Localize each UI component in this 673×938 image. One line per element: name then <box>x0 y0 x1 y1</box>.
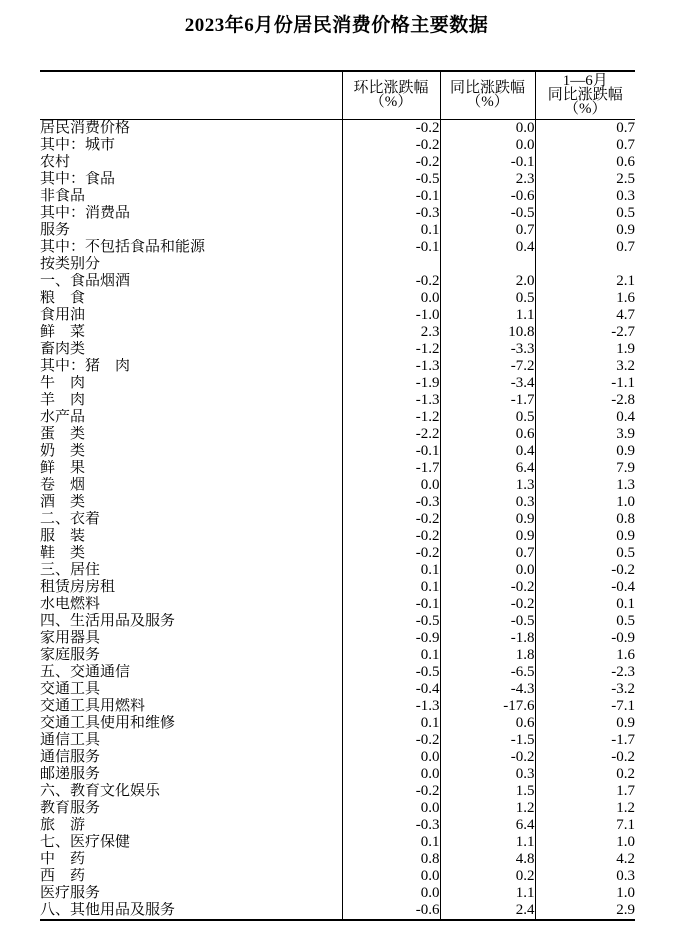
mom-value: -1.2 <box>342 341 440 358</box>
ytd-value: -7.1 <box>535 698 635 715</box>
mom-value: -1.0 <box>342 307 440 324</box>
row-label: 蛋 类 <box>40 426 86 442</box>
table-row <box>40 851 635 868</box>
ytd-value: -0.4 <box>535 579 635 596</box>
ytd-value: 2.9 <box>535 902 635 920</box>
mom-value: 0.0 <box>342 749 440 766</box>
ytd-value: 0.9 <box>535 443 635 460</box>
mom-value: 2.3 <box>342 324 440 341</box>
table-row <box>40 256 635 273</box>
row-label: 鞋 类 <box>40 545 86 561</box>
table-row <box>40 307 635 324</box>
row-label: 粮 食 <box>40 290 86 306</box>
yoy-value: 0.4 <box>440 239 535 256</box>
ytd-value: 0.2 <box>535 766 635 783</box>
row-label: 其中：猪 肉 <box>40 358 131 374</box>
header-mom-line1: 环比涨跌幅 <box>353 80 429 96</box>
table-row <box>40 732 635 749</box>
yoy-value: 2.3 <box>440 171 535 188</box>
row-label: 交通工具用燃料 <box>40 698 146 714</box>
yoy-value: 0.5 <box>440 290 535 307</box>
ytd-value: 1.2 <box>535 800 635 817</box>
row-label: 中 药 <box>40 851 86 867</box>
mom-value: 0.1 <box>342 579 440 596</box>
ytd-value: 0.3 <box>535 188 635 205</box>
table-row <box>40 715 635 732</box>
table-row <box>40 545 635 562</box>
header-mom-column <box>342 71 440 120</box>
ytd-value: -3.2 <box>535 681 635 698</box>
yoy-value: 0.3 <box>440 494 535 511</box>
row-label: 水产品 <box>40 409 86 425</box>
ytd-value: -0.2 <box>535 562 635 579</box>
header-ytd-line1: 1—6月 <box>562 73 608 89</box>
yoy-value: -1.8 <box>440 630 535 647</box>
mom-value: 0.1 <box>342 834 440 851</box>
row-label: 其中：食品 <box>40 171 116 187</box>
table-row <box>40 494 635 511</box>
table-row <box>40 783 635 800</box>
ytd-value: 0.9 <box>535 222 635 239</box>
mom-value: -1.2 <box>342 409 440 426</box>
row-label: 水电燃料 <box>40 596 101 612</box>
mom-value: 0.1 <box>342 222 440 239</box>
ytd-value: 4.7 <box>535 307 635 324</box>
table-row <box>40 766 635 783</box>
ytd-value: 1.3 <box>535 477 635 494</box>
table-row <box>40 681 635 698</box>
yoy-value: -0.5 <box>440 205 535 222</box>
header-ytd-line2: 同比涨跌幅 <box>547 87 623 103</box>
mom-value: -1.3 <box>342 392 440 409</box>
mom-value: 0.1 <box>342 562 440 579</box>
table-row <box>40 868 635 885</box>
table-row <box>40 341 635 358</box>
ytd-value: 3.2 <box>535 358 635 375</box>
ytd-value: 0.5 <box>535 205 635 222</box>
mom-value: 0.0 <box>342 868 440 885</box>
table-row <box>40 443 635 460</box>
row-label: 酒 类 <box>40 494 86 510</box>
cpi-table <box>40 70 635 921</box>
row-label: 三、居住 <box>40 562 101 578</box>
yoy-value: -0.2 <box>440 579 535 596</box>
yoy-value: 1.2 <box>440 800 535 817</box>
yoy-value: 1.1 <box>440 885 535 902</box>
yoy-value: -3.3 <box>440 341 535 358</box>
row-label: 鲜 果 <box>40 460 86 476</box>
table-row <box>40 698 635 715</box>
mom-value: 0.0 <box>342 290 440 307</box>
yoy-value: 10.8 <box>440 324 535 341</box>
mom-value: -0.2 <box>342 528 440 545</box>
mom-value: -2.2 <box>342 426 440 443</box>
table-row <box>40 885 635 902</box>
header-yoy-line1: 同比涨跌幅 <box>449 80 525 96</box>
mom-value: -0.5 <box>342 171 440 188</box>
row-label: 畜肉类 <box>40 341 86 357</box>
header-ytd-line3: （%） <box>564 101 607 117</box>
ytd-value: -2.7 <box>535 324 635 341</box>
ytd-value: -0.9 <box>535 630 635 647</box>
ytd-value: -2.3 <box>535 664 635 681</box>
ytd-value: 4.2 <box>535 851 635 868</box>
table-row <box>40 392 635 409</box>
yoy-value: -3.4 <box>440 375 535 392</box>
mom-value: -0.2 <box>342 732 440 749</box>
mom-value: -0.3 <box>342 817 440 834</box>
yoy-value: -6.5 <box>440 664 535 681</box>
yoy-value: 0.5 <box>440 409 535 426</box>
table-body <box>40 120 635 921</box>
ytd-value: 2.1 <box>535 273 635 290</box>
ytd-value: 0.3 <box>535 868 635 885</box>
table-row <box>40 647 635 664</box>
yoy-value: 0.3 <box>440 766 535 783</box>
mom-value: 0.0 <box>342 800 440 817</box>
row-label: 其中：消费品 <box>40 205 131 221</box>
mom-value: -1.9 <box>342 375 440 392</box>
table-row <box>40 409 635 426</box>
row-label: 西 药 <box>40 868 86 884</box>
row-label: 一、食品烟酒 <box>40 273 131 289</box>
table-row <box>40 596 635 613</box>
mom-value: -0.9 <box>342 630 440 647</box>
yoy-value: 0.0 <box>440 120 535 138</box>
row-label: 服务 <box>40 222 71 238</box>
yoy-value: 0.4 <box>440 443 535 460</box>
yoy-value: -0.5 <box>440 613 535 630</box>
yoy-value: 0.2 <box>440 868 535 885</box>
ytd-value: 7.9 <box>535 460 635 477</box>
table-row <box>40 120 635 138</box>
table-row <box>40 749 635 766</box>
mom-value: -0.5 <box>342 664 440 681</box>
yoy-value <box>440 256 535 273</box>
page-title: 2023年6月份居民消费价格主要数据 <box>184 15 489 36</box>
yoy-value: 1.3 <box>440 477 535 494</box>
ytd-value: 1.9 <box>535 341 635 358</box>
row-label: 二、衣着 <box>40 511 101 527</box>
ytd-value: 0.6 <box>535 154 635 171</box>
yoy-value: 1.1 <box>440 307 535 324</box>
yoy-value: -0.2 <box>440 749 535 766</box>
ytd-value: -1.1 <box>535 375 635 392</box>
yoy-value: 0.6 <box>440 426 535 443</box>
table-row <box>40 528 635 545</box>
ytd-value: 0.9 <box>535 715 635 732</box>
row-label: 羊 肉 <box>40 392 86 408</box>
table-row <box>40 137 635 154</box>
ytd-value: -2.8 <box>535 392 635 409</box>
table-row <box>40 834 635 851</box>
ytd-value: 0.8 <box>535 511 635 528</box>
yoy-value: 1.1 <box>440 834 535 851</box>
header-yoy-line2: （%） <box>466 94 509 110</box>
row-label: 医疗服务 <box>40 885 101 901</box>
row-label: 食用油 <box>40 307 86 323</box>
row-label: 通信工具 <box>40 732 101 748</box>
mom-value <box>342 256 440 273</box>
mom-value: -0.2 <box>342 137 440 154</box>
mom-value: -0.2 <box>342 783 440 800</box>
ytd-value: 0.1 <box>535 596 635 613</box>
table-row <box>40 171 635 188</box>
table-row <box>40 800 635 817</box>
yoy-value: 0.7 <box>440 545 535 562</box>
ytd-value: 0.9 <box>535 528 635 545</box>
yoy-value: 1.5 <box>440 783 535 800</box>
table-row <box>40 579 635 596</box>
mom-value: -0.2 <box>342 511 440 528</box>
mom-value: -1.7 <box>342 460 440 477</box>
ytd-value: 1.6 <box>535 290 635 307</box>
ytd-value: 0.7 <box>535 239 635 256</box>
row-label: 交通工具 <box>40 681 101 697</box>
ytd-value: 1.0 <box>535 885 635 902</box>
row-label: 租赁房房租 <box>40 579 116 595</box>
mom-value: -0.1 <box>342 188 440 205</box>
mom-value: -0.2 <box>342 545 440 562</box>
mom-value: -0.3 <box>342 205 440 222</box>
table-row <box>40 324 635 341</box>
ytd-value: -1.7 <box>535 732 635 749</box>
ytd-value: 7.1 <box>535 817 635 834</box>
mom-value: 0.0 <box>342 766 440 783</box>
ytd-value: 1.0 <box>535 834 635 851</box>
table-row <box>40 460 635 477</box>
row-label: 旅 游 <box>40 817 86 833</box>
yoy-value: -7.2 <box>440 358 535 375</box>
row-label: 八、其他用品及服务 <box>40 902 176 918</box>
row-label: 家庭服务 <box>40 647 101 663</box>
ytd-value: 0.5 <box>535 545 635 562</box>
header-mom-line2: （%） <box>369 94 413 110</box>
yoy-value: -0.2 <box>440 596 535 613</box>
yoy-value: -1.5 <box>440 732 535 749</box>
table-row <box>40 613 635 630</box>
table-row <box>40 562 635 579</box>
table-row <box>40 664 635 681</box>
yoy-value: 6.4 <box>440 817 535 834</box>
mom-value: -0.2 <box>342 120 440 138</box>
header-yoy-column <box>440 71 535 120</box>
row-label: 交通工具使用和维修 <box>40 715 176 731</box>
table-row <box>40 902 635 920</box>
row-label: 其中：城市 <box>40 137 116 153</box>
row-label: 农村 <box>40 154 71 170</box>
table-header-row <box>40 71 635 120</box>
row-label: 卷 烟 <box>40 477 86 493</box>
row-label: 居民消费价格 <box>40 120 131 136</box>
row-label: 六、教育文化娱乐 <box>40 783 161 799</box>
mom-value: -0.2 <box>342 154 440 171</box>
mom-value: -0.1 <box>342 596 440 613</box>
table-row <box>40 154 635 171</box>
mom-value: 0.1 <box>342 715 440 732</box>
mom-value: 0.8 <box>342 851 440 868</box>
table-row <box>40 426 635 443</box>
table-row <box>40 239 635 256</box>
table-row <box>40 188 635 205</box>
yoy-value: 2.4 <box>440 902 535 920</box>
row-label: 四、生活用品及服务 <box>40 613 176 629</box>
yoy-value: 4.8 <box>440 851 535 868</box>
mom-value: -0.1 <box>342 239 440 256</box>
yoy-value: 0.7 <box>440 222 535 239</box>
ytd-value: 2.5 <box>535 171 635 188</box>
table-row <box>40 477 635 494</box>
table-row <box>40 375 635 392</box>
yoy-value: -4.3 <box>440 681 535 698</box>
row-label: 其中：不包括食品和能源 <box>40 239 206 255</box>
ytd-value: 0.7 <box>535 137 635 154</box>
ytd-value: 1.6 <box>535 647 635 664</box>
row-label: 五、交通通信 <box>40 664 131 680</box>
mom-value: 0.1 <box>342 647 440 664</box>
mom-value: -0.1 <box>342 443 440 460</box>
table-row <box>40 273 635 290</box>
table-row <box>40 205 635 222</box>
table-row <box>40 817 635 834</box>
row-label: 服 装 <box>40 528 86 544</box>
table-row <box>40 630 635 647</box>
row-label: 奶 类 <box>40 443 86 459</box>
ytd-value: 0.4 <box>535 409 635 426</box>
mom-value: -1.3 <box>342 698 440 715</box>
row-label: 通信服务 <box>40 749 101 765</box>
ytd-value: 1.0 <box>535 494 635 511</box>
row-label: 家用器具 <box>40 630 101 646</box>
mom-value: 0.0 <box>342 885 440 902</box>
table-row <box>40 511 635 528</box>
yoy-value: 0.9 <box>440 528 535 545</box>
row-label: 邮递服务 <box>40 766 101 782</box>
mom-value: -0.3 <box>342 494 440 511</box>
row-label: 七、医疗保健 <box>40 834 131 850</box>
ytd-value: 1.7 <box>535 783 635 800</box>
yoy-value: 2.0 <box>440 273 535 290</box>
table-row <box>40 290 635 307</box>
mom-value: 0.0 <box>342 477 440 494</box>
yoy-value: 0.9 <box>440 511 535 528</box>
row-label: 鲜 菜 <box>40 324 86 340</box>
ytd-value: 0.5 <box>535 613 635 630</box>
yoy-value: 0.6 <box>440 715 535 732</box>
header-item-column <box>40 71 342 120</box>
yoy-value: 1.8 <box>440 647 535 664</box>
yoy-value: -17.6 <box>440 698 535 715</box>
ytd-value: -0.2 <box>535 749 635 766</box>
yoy-value: -1.7 <box>440 392 535 409</box>
mom-value: -0.4 <box>342 681 440 698</box>
mom-value: -1.3 <box>342 358 440 375</box>
ytd-value <box>535 256 635 273</box>
mom-value: -0.5 <box>342 613 440 630</box>
header-ytd-column <box>535 71 635 120</box>
row-label: 非食品 <box>40 188 86 204</box>
table-row <box>40 358 635 375</box>
ytd-value: 0.7 <box>535 120 635 138</box>
yoy-value: -0.1 <box>440 154 535 171</box>
yoy-value: -0.6 <box>440 188 535 205</box>
mom-value: -0.6 <box>342 902 440 920</box>
row-label: 按类别分 <box>40 256 101 272</box>
yoy-value: 0.0 <box>440 562 535 579</box>
table-row <box>40 222 635 239</box>
yoy-value: 0.0 <box>440 137 535 154</box>
row-label: 教育服务 <box>40 800 101 816</box>
yoy-value: 6.4 <box>440 460 535 477</box>
mom-value: -0.2 <box>342 273 440 290</box>
ytd-value: 3.9 <box>535 426 635 443</box>
row-label: 牛 肉 <box>40 375 86 391</box>
